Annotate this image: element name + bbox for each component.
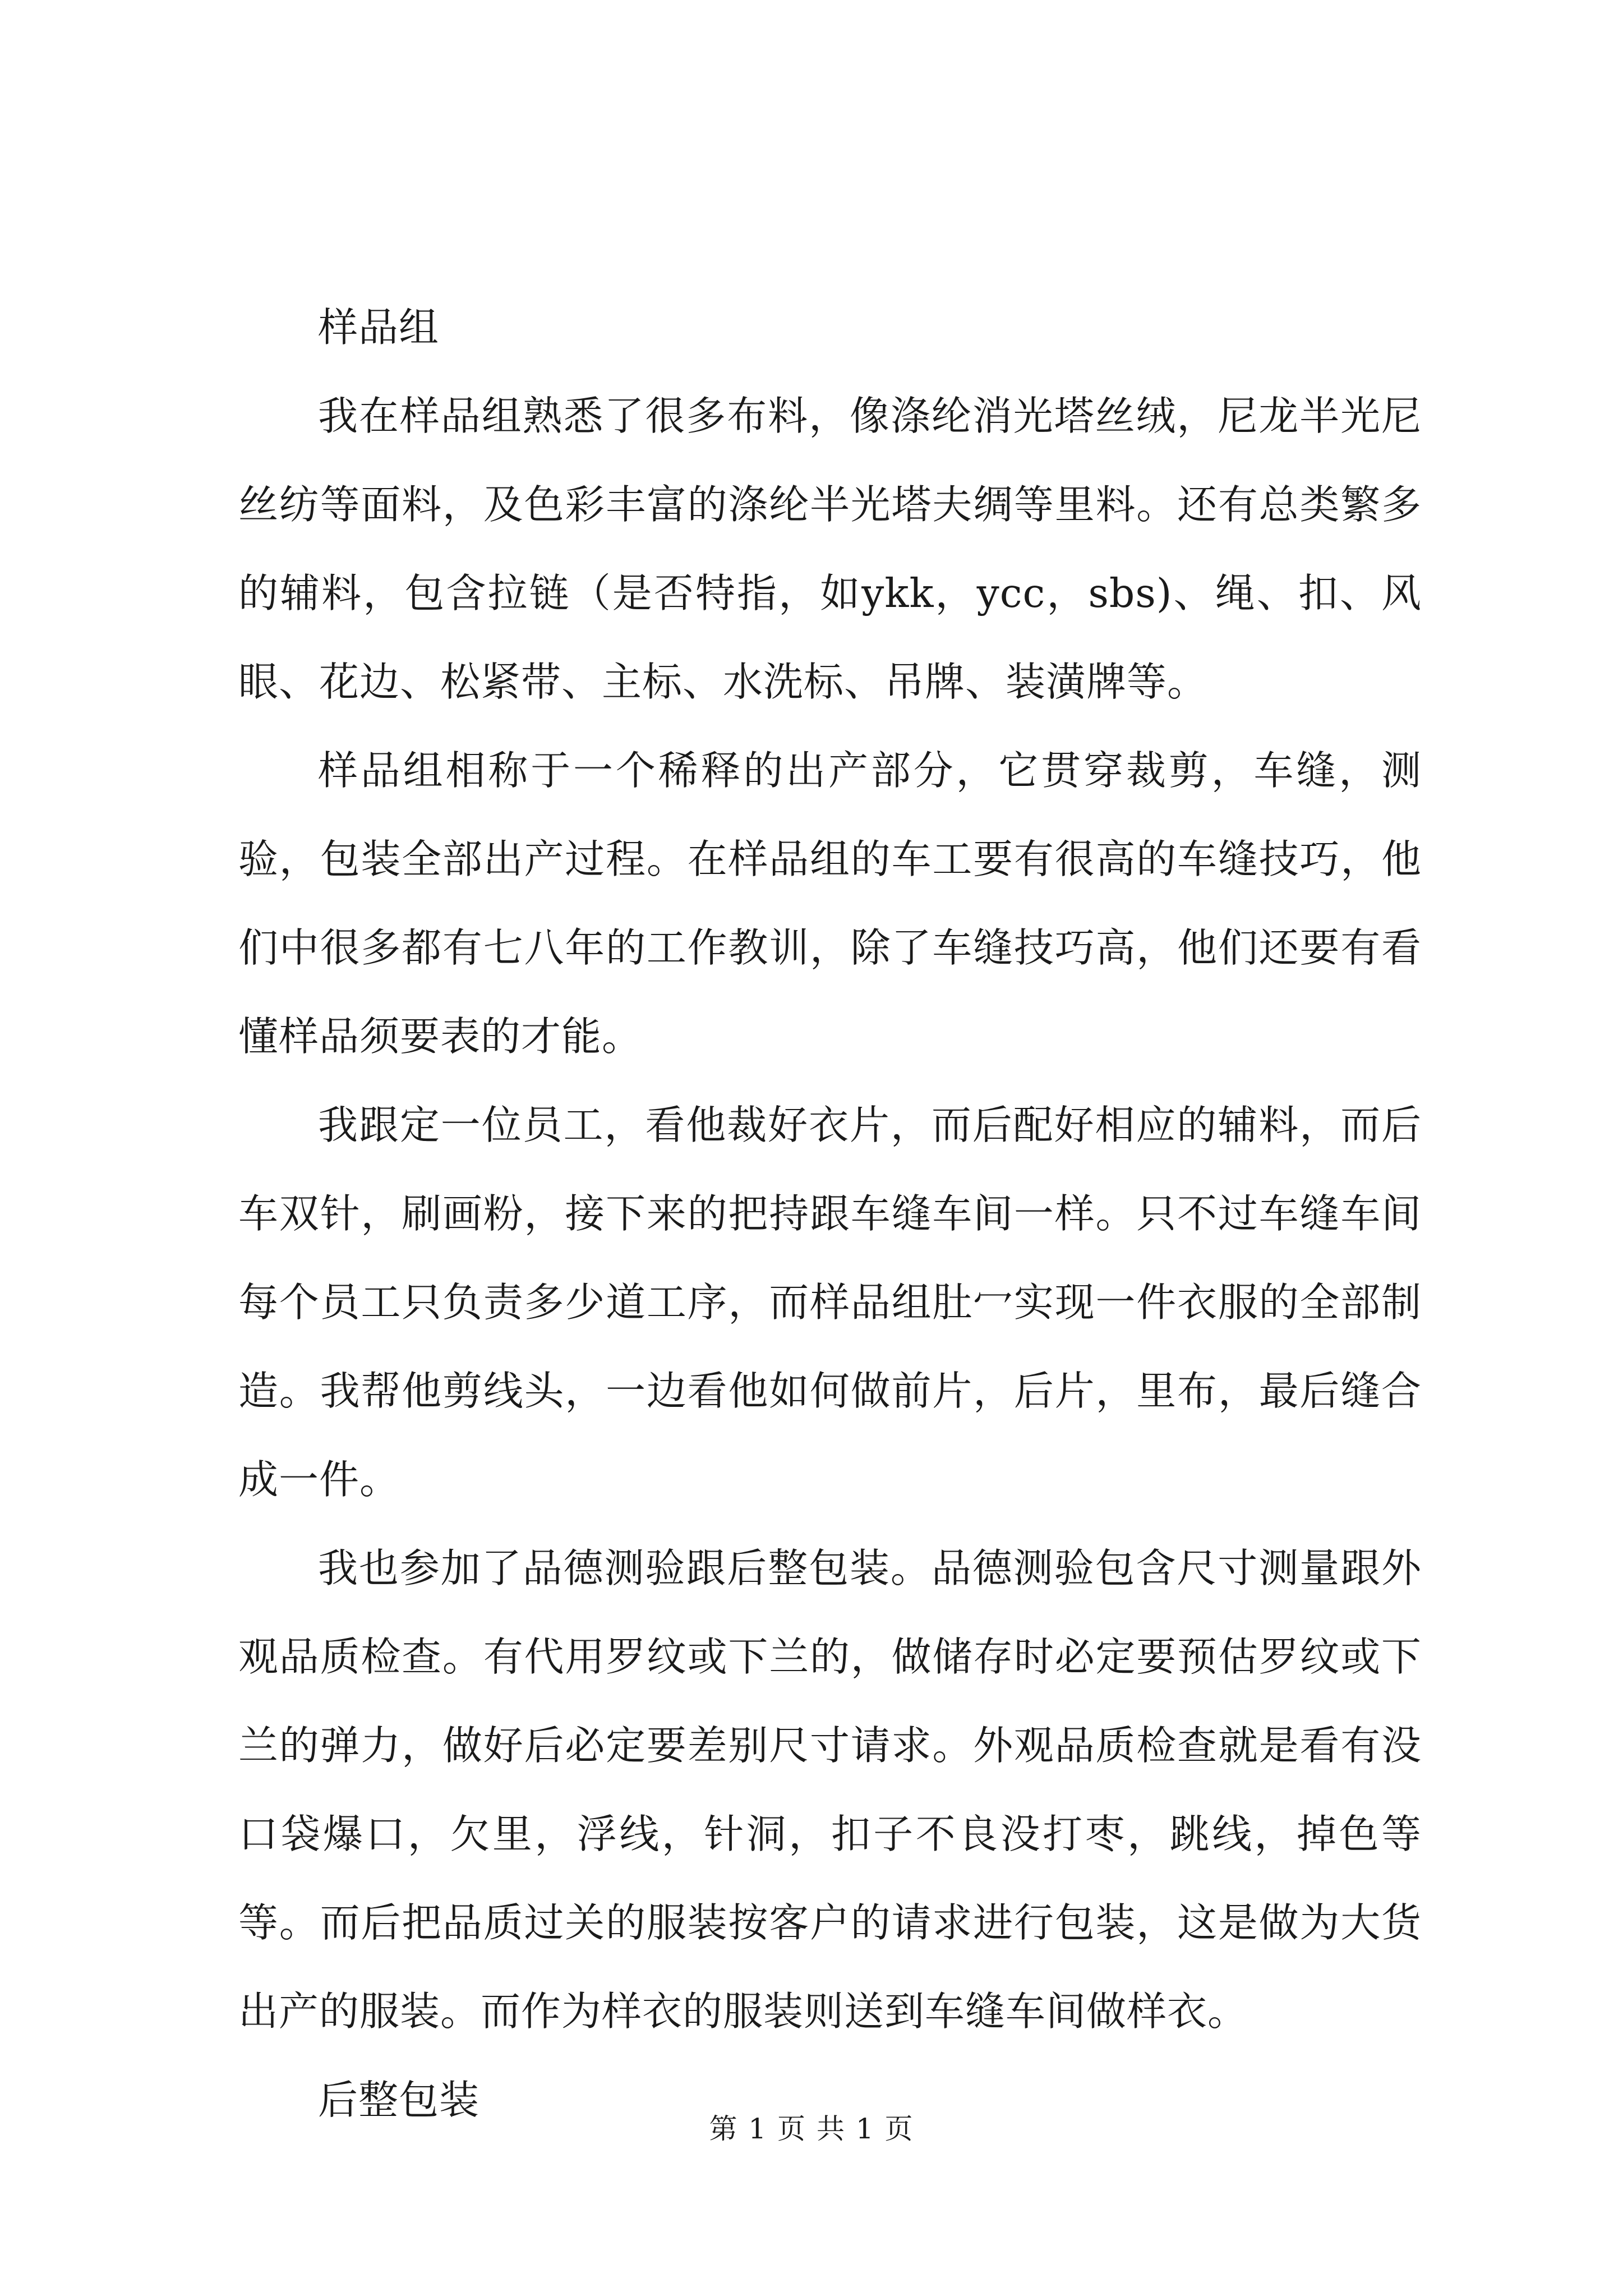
section-heading-sample-group: 样品组: [318, 304, 440, 351]
paragraph-fabrics: 我在样品组熟悉了很多布料，像涤纶消光塔丝绒，尼龙半光尼丝纺等面料，及色彩丰富的涤纶半光塔夫绸等里料。还有总类繁多的辅料，包含拉链（是否特指，如ykk，ycc，sbs)、绳、扣、风眼、花边、松紧带、主标、水洗标、吊牌、装潢牌等。: [238, 393, 1422, 705]
paragraph-shadowing-worker: 我跟定一位员工，看他裁好衣片，而后配好相应的辅料，而后车双针，刷画粉，接下来的把持跟车缝车间一样。只不过车缝车间每个员工只负责多少道工序，而样品组肚冖实现一件衣服的全部制造。我帮他剪线头，一边看他如何做前片，后片，里布，最后缝合成一件。: [238, 1102, 1422, 1503]
document-body: [238, 283, 1422, 2145]
page-number-footer: 第 1 页 共 1 页: [709, 2113, 914, 2145]
paragraph-sample-group-role: 样品组相称于一个稀释的出产部分，它贯穿裁剪，车缝，测验，包装全部出产过程。在样品组的车工要有很高的车缝技巧，他们中很多都有七八年的工作教训，除了车缝技巧高，他们还要有看懂样品须要表的才能。: [238, 747, 1422, 1060]
paragraph-quality-inspection: 我也参加了品德测验跟后整包装。品德测验包含尺寸测量跟外观品质检查。有代用罗纹或下兰的，做储存时必定要预估罗纹或下兰的弹力，做好后必定要差别尺寸请求。外观品质检查就是看有没口袋爆口，欠里，浮线，针洞，扣子不良没打枣，跳线，掉色等等。而后把品质过关的服装按客户的请求进行包装，这是做为大货出产的服装。而作为样衣的服装则送到车缝车间做样衣。: [238, 1545, 1422, 2035]
section-heading-packaging: 后整包装: [318, 2077, 480, 2123]
